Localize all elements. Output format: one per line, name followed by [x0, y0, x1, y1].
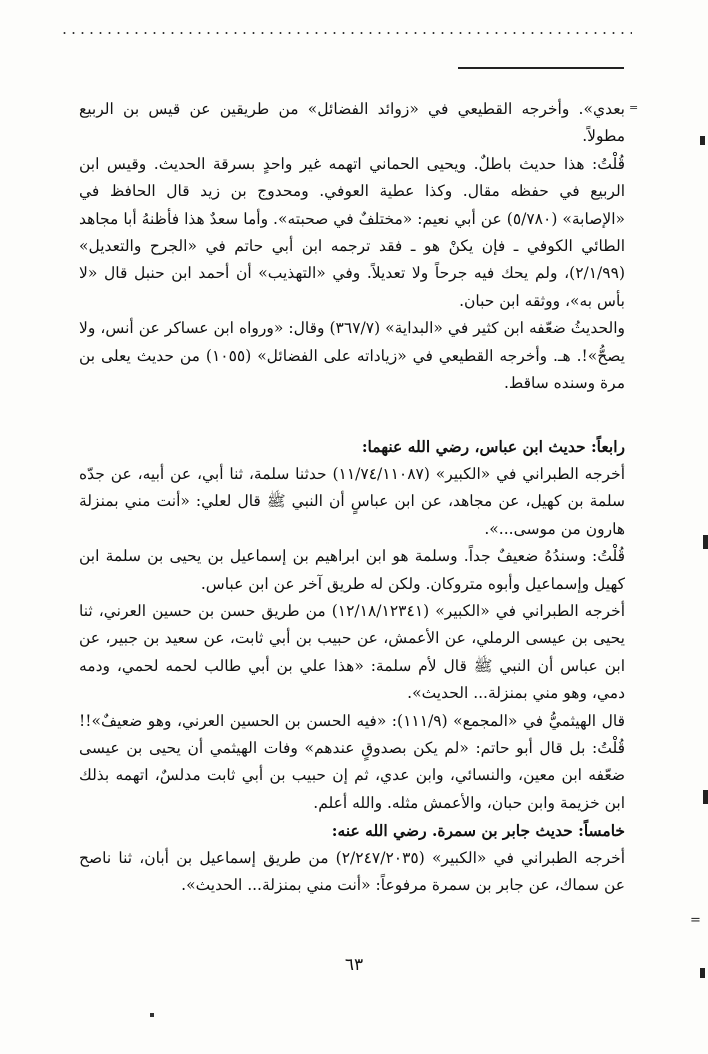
paragraph-commentary-2: قُلْتُ: وسندُهُ ضعيفٌ جداً. وسلمة هو ابن ابراهيم بن إسماعيل بن يحيى بن سلمة ابن كهيل وإسماعيل وأبوه متروكان. ولكن له طريق آخر عن ابن عباس.: [79, 547, 625, 593]
paragraph-tabarani-3: أخرجه الطبراني في «الكبير» (٢/٢٤٧/٢٠٣٥) من طريق إسماعيل بن أبان، ثنا ناصح عن سماك، عن جابر بن سمرة مرفوعاً: «أنت مني بمنزلة... الحديث».: [79, 848, 626, 894]
paragraph-haythami: قال الهيثميُّ في «المجمع» (١١١/٩): «فيه الحسن بن الحسين العرني، وهو ضعيفٌ»!! قُلْتُ: بل قال أبو حاتم: «لم يكن بصدوقٍ عندهم» وفات الهيثمي أن يحيى بن عيسى ضعّفه ابن معين، والنسائي، وابن عدي، ثم إن حبيب بن أبي ثابت مدلسٌ، اتهمه بذلك ابن خزيمة وابن حبان، والأعمش مثله. والله أعلم.: [79, 711, 626, 812]
section-heading-ibn-abbas: رابعاً: حديث ابن عباس، رضي الله عنهما:: [361, 437, 625, 457]
paragraph-commentary: قُلْتُ: هذا حديث باطلٌ. ويحيى الحماني اتهمه غير واحدٍ بسرقة الحديث. وقيس ابن الربيع في حفظه مقال. وكذا عطية العوفي. ومحدوج بن زيد قال الحافظ في «الإصابة» (٥/٧٨٠) عن أبي نعيم: «مختلفٌ في صحبته». وأما سعدٌ هذا فأظنهُ أبا مجاهد الطائي الكوفي ـ فإن يكنْ هو ـ فقد ترجمه ابن أبي حاتم في «الجرح والتعديل» (٢/١/٩٩)، ولم يحك فيه جرحاً ولا تعديلاً. وفي «التهذيب» أن أحمد ابن حنبل قال «لا بأس به»، ووثقه ابن حبان.: [79, 154, 625, 310]
scan-speck: [150, 1013, 154, 1017]
paragraph-tabarani-1: أخرجه الطبراني في «الكبير» (١١/٧٤/١١٠٨٧) حدثنا سلمة، ثنا أبي، عن أبيه، عن جدّه سلمة بن كهيل، عن مجاهد، عن ابن عباسٍ أن النبي ﷺ قال لعلي: «أنت مني بمنزلة هارون من موسى...».: [79, 464, 625, 538]
footnote-rule: [458, 67, 624, 69]
scan-speck: [700, 136, 705, 145]
page-number: ٦٣: [344, 955, 364, 975]
paragraph-ibn-kathir: والحديثُ ضعّفه ابن كثير في «البداية» (٣٦٧/٧) وقال: «ورواه ابن عساكر عن أنس، ولا يصحُّ»!. هـ. وأخرجه القطيعي في «زياداته على الفضائل» (١٠٥٥) من حديث يعلى بن مرة وسنده ساقط.: [79, 319, 625, 393]
paragraph-tabarani-2: أخرجه الطبراني في «الكبير» (١٢/١٨/١٢٣٤١) من طريق حسن بن حسين العرني، ثنا يحيى بن عيسى الرملي، عن الأعمش، عن حبيب بن أبي ثابت، عن سعيد بن جبير، عن ابن عباس أن النبي ﷺ قال لأم سلمة: «هذا علي بن أبي طالب لحمه لحمي، ودمه دمي، وهو مني بمنزلة... الحديث».: [79, 601, 626, 703]
scan-speck: [703, 535, 708, 549]
dotted-border: [60, 31, 632, 35]
body-text: [79, 96, 625, 899]
margin-mark-bottom: =: [690, 913, 701, 928]
paragraph-continuation: بعدي». وأخرجه القطيعي في «زوائد الفضائل» من طريقين عن قيس بن الربيع مطولاً.: [79, 100, 625, 146]
margin-mark-top: =: [629, 101, 639, 114]
scan-speck: [703, 790, 708, 804]
section-heading-jabir: خامساً: حديث جابر بن سمرة. رضي الله عنه:: [331, 821, 625, 841]
section-gap: [79, 397, 625, 433]
